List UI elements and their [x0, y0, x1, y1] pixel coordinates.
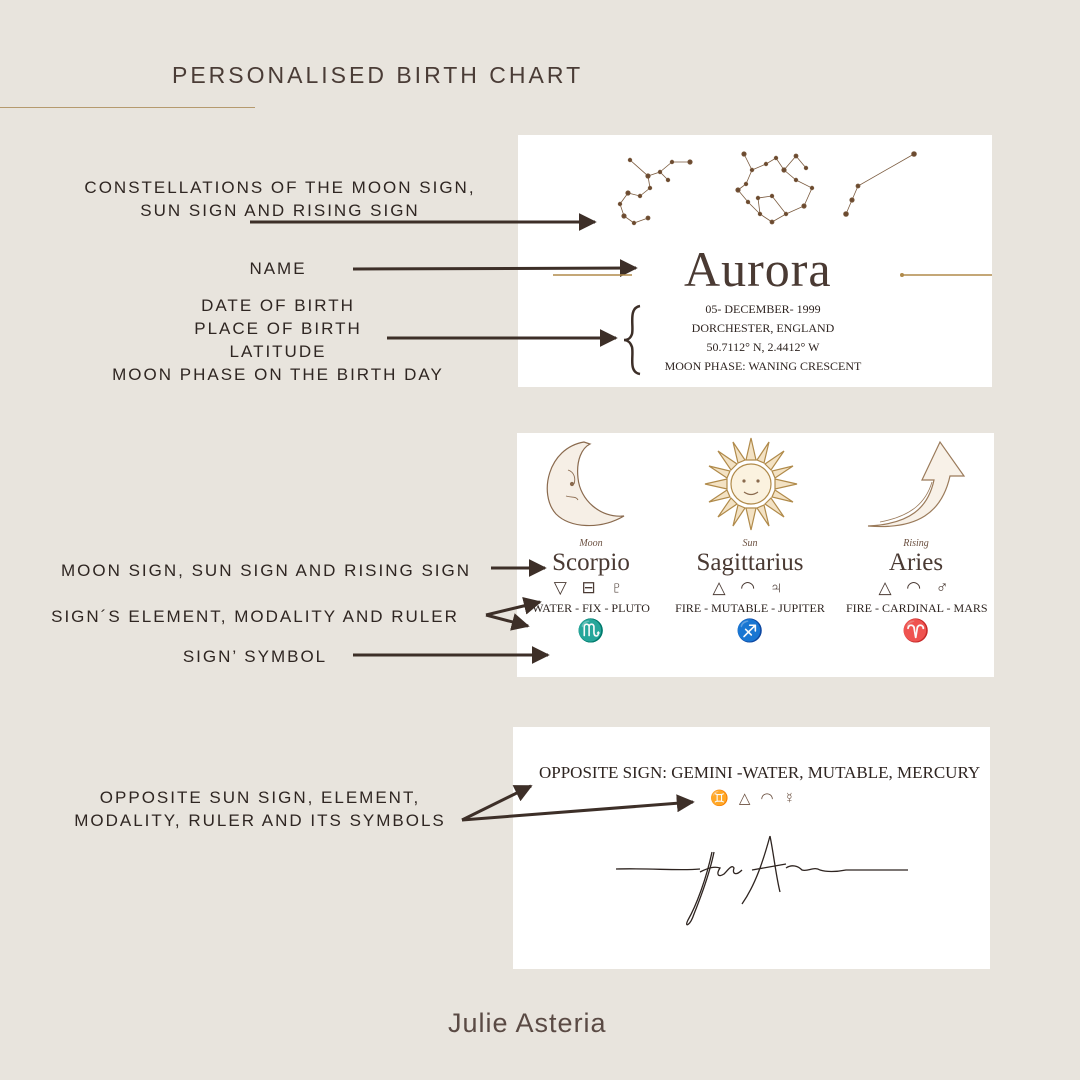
- aries-glyph-icon: ♈: [902, 618, 930, 643]
- arrow-name: [353, 268, 636, 269]
- signature-icon: [616, 836, 908, 925]
- sign-name: Aries: [888, 549, 944, 576]
- annotation-symbol: SIGN’ SYMBOL: [182, 647, 328, 666]
- annotation-name: NAME: [249, 259, 307, 278]
- scorpio-constellation-icon: [618, 158, 692, 225]
- sign-role-label: Sun: [742, 538, 758, 549]
- annotation-line: OPPOSITE SUN SIGN, ELEMENT,: [99, 788, 421, 807]
- sign-element-symbols: △ ◠ ♃: [712, 578, 788, 597]
- birth-coordinates: 50.7112° N, 2.4412° W: [706, 340, 820, 354]
- crescent-moon-icon: [547, 442, 624, 526]
- person-name: Aurora: [684, 241, 832, 297]
- arrow-element-lower: [486, 615, 528, 626]
- footer-brand: Julie Asteria: [448, 1008, 607, 1038]
- sign-name: Scorpio: [552, 549, 630, 576]
- moon-phase: MOON PHASE: WANING CRESCENT: [664, 359, 862, 373]
- sign-element-symbols: ▽ ⊟ ♇: [553, 578, 629, 597]
- birth-place: DORCHESTER, ENGLAND: [691, 321, 835, 335]
- sun-icon: [705, 438, 797, 530]
- sign-element-symbols: △ ◠ ♂: [878, 578, 954, 597]
- annotation-line: CONSTELLATIONS OF THE MOON SIGN,: [84, 178, 476, 197]
- sign-name: Sagittarius: [696, 549, 804, 576]
- sign-traits: WATER - FIX - PLUTO: [532, 601, 650, 615]
- sign-traits: FIRE - CARDINAL - MARS: [846, 601, 988, 615]
- annotation-line: MOON PHASE ON THE BIRTH DAY: [112, 365, 444, 384]
- page-title: PERSONALISED BIRTH CHART: [172, 62, 584, 88]
- sign-traits: FIRE - MUTABLE - JUPITER: [675, 601, 825, 615]
- annotation-line: PLACE OF BIRTH: [194, 319, 362, 338]
- sagittarius-glyph-icon: ♐: [736, 618, 764, 643]
- sign-role-label: Moon: [579, 538, 603, 549]
- arrow-opposite-lower: [462, 802, 693, 820]
- annotation-line: MODALITY, RULER AND ITS SYMBOLS: [74, 811, 446, 830]
- opposite-sign-symbols: ♊ △ ◠ ☿: [710, 790, 799, 807]
- curly-brace-icon: [624, 306, 640, 374]
- annotation-line: LATITUDE: [229, 342, 327, 361]
- sign-role-label: Rising: [903, 538, 929, 549]
- scorpio-glyph-icon: ♏: [577, 618, 605, 643]
- annotation-element: SIGN´S ELEMENT, MODALITY AND RULER: [51, 607, 459, 626]
- annotation-line: DATE OF BIRTH: [201, 296, 355, 315]
- annotation-line: SUN SIGN AND RISING SIGN: [140, 201, 420, 220]
- rising-arrow-icon: [868, 442, 964, 527]
- birth-date: 05- DECEMBER- 1999: [705, 302, 821, 316]
- aries-constellation-icon: [844, 152, 917, 217]
- annotation-signs: MOON SIGN, SUN SIGN AND RISING SIGN: [60, 561, 472, 580]
- arrow-element-upper: [486, 602, 540, 615]
- sagittarius-constellation-icon: [736, 152, 814, 224]
- opposite-sign-text: OPPOSITE SIGN: GEMINI -WATER, MUTABLE, MERCURY: [539, 763, 981, 782]
- arrows: [250, 222, 693, 820]
